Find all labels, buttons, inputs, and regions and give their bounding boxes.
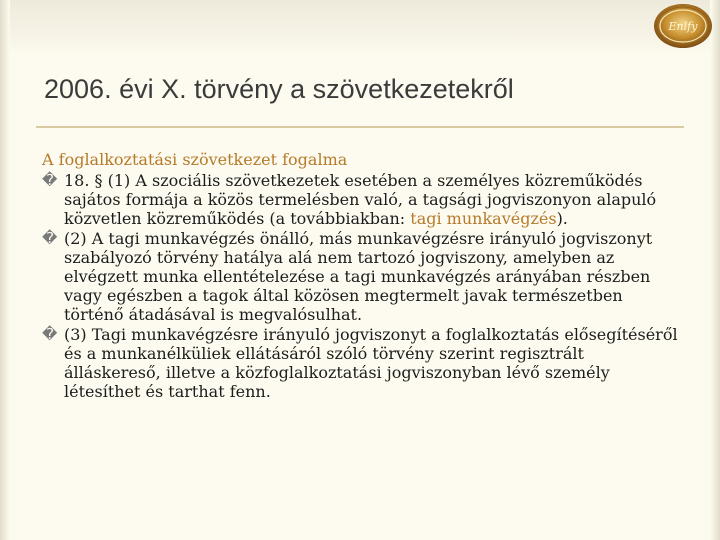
bullet-icon: �: [42, 229, 58, 247]
slide-title: 2006. évi X. törvény a szövetkezetekről: [44, 74, 514, 104]
paragraph-2-text: (2) A tagi munkavégzés önálló, más munkavégzésre irányuló jogviszonyt szabályozó törvény hatálya alá nem tartozó jogviszony, amelyben az elvégzett munka ellentételezése a tagi munkavégzés arányában részben vagy egészben a tagok által közösen megtermelt javak természetben történő átadásával is megvalósulhat.: [64, 229, 653, 324]
logo-seal-icon: [652, 2, 714, 50]
section-heading: A foglalkoztatási szövetkezet fogalma: [42, 150, 348, 169]
slide-top-border: [0, 0, 720, 56]
bullet-icon: �: [42, 325, 58, 343]
paragraph-1-end: ).: [556, 209, 568, 228]
slide-left-border: [0, 0, 10, 540]
paragraph-1: [42, 171, 678, 228]
title-divider: [36, 126, 684, 128]
paragraph-3-text: (3) Tagi munkavégzésre irányuló jogviszonyt a foglalkoztatás elősegítéséről és a munkanélküliek ellátásáról szóló törvény szerint regisztrált álláskereső, illetve a közfoglalkoztatási jogviszonyban lévő személy létesíthet és tarthat fenn.: [64, 325, 678, 401]
svg-text:Enlfy: Enlfy: [668, 20, 698, 33]
logo: [652, 2, 714, 50]
paragraph-2: [42, 229, 678, 324]
paragraph-1-text: 18. § (1) A szociális szövetkezetek esetében a személyes közreműködés sajátos formája a közös termelésben való, a tagsági jogviszonyon alapuló közvetlen közreműködés (a továbbiakban:: [64, 171, 657, 228]
bullet-icon: �: [42, 171, 58, 189]
slide-right-border: [710, 0, 720, 540]
paragraph-3: [42, 325, 678, 401]
slide-body: [42, 150, 678, 402]
paragraph-1-highlight: tagi munkavégzés: [410, 209, 557, 228]
